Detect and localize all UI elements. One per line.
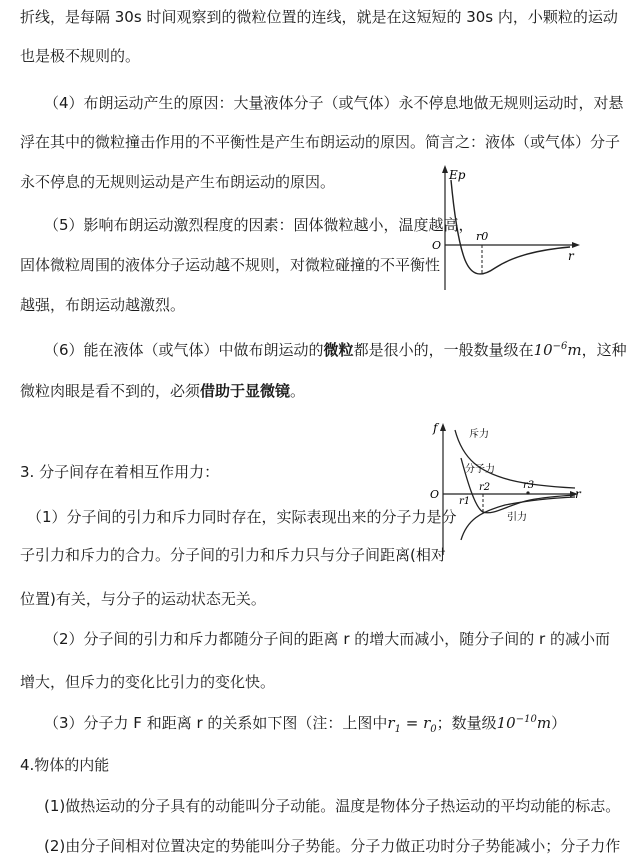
r3-label: r3 xyxy=(523,480,535,491)
text-line: （5）影响布朗运动激烈程度的因素：固体微粒越小，温度越高， xyxy=(44,216,474,234)
text-line: 越强，布朗运动越激烈。 xyxy=(20,296,186,314)
ep-label: Ep xyxy=(449,168,466,182)
text-line: 固体微粒周围的液体分子运动越不规则，对微粒碰撞的不平衡性 xyxy=(20,256,441,274)
potential-energy-figure xyxy=(420,162,585,297)
x-label: r xyxy=(568,249,574,263)
text-line: （6）能在液体（或气体）中做布朗运动的微粒都是很小的，一般数量级在$10^{-6}m$，这种 xyxy=(44,341,627,359)
r0-label: r0 xyxy=(476,230,489,243)
net-force-label: 分子力 xyxy=(465,464,495,475)
text-line: (1)做热运动的分子具有的动能叫分子动能。温度是物体分子热运动的平均动能的标志。 xyxy=(44,797,621,815)
section-heading: 4.物体的内能 xyxy=(20,756,110,774)
r1-label: r1 xyxy=(459,496,471,507)
text-line: （3）分子力 F 和距离 r 的关系如下图（注：上图中$r_1 = r_0$；数量级$10^{-10}m$） xyxy=(44,714,567,735)
ep-curve xyxy=(451,180,570,274)
text-line: 折线，是每隔 30s 时间观察到的微粒位置的连线，就是在这短短的 30s 内，小颗粒的运动 xyxy=(20,8,618,26)
text-line: 也是极不规则的。 xyxy=(20,47,141,65)
section-heading: 3. 分子间存在着相互作用力： xyxy=(20,463,220,481)
text-line: (2)由分子间相对位置决定的势能叫分子势能。分子力做正功时分子势能减小；分子力作 xyxy=(44,837,621,855)
text-line: （2）分子间的引力和斥力都随分子间的距离 r 的增大而减小，随分子间的 r 的减小而 xyxy=(44,630,610,648)
text-line: 子引力和斥力的合力。分子间的引力和斥力只与分子间距离(相对 xyxy=(20,546,446,564)
f-label: f xyxy=(433,421,438,435)
x-label: r xyxy=(575,487,581,501)
text-line: （4）布朗运动产生的原因：大量液体分子（或气体）永不停息地做无规则运动时，对悬 xyxy=(44,94,624,112)
x-arrow xyxy=(572,242,580,248)
text-line: 增大，但斥力的变化比引力的变化快。 xyxy=(20,673,276,691)
r3-point xyxy=(526,491,529,494)
r2-label: r2 xyxy=(479,482,491,493)
repulsion-label: 斥力 xyxy=(469,429,489,440)
y-arrow xyxy=(442,165,448,173)
molecular-force-figure xyxy=(425,420,590,560)
text-line: 浮在其中的微粒撞击作用的不平衡性是产生布朗运动的原因。简言之：液体（或气体）分子 xyxy=(20,133,621,151)
text-line: 微粒肉眼是看不到的，必须借助于显微镜。 xyxy=(20,382,306,400)
origin-label: O xyxy=(430,488,440,501)
text-line: 永不停息的无规则运动是产生布朗运动的原因。 xyxy=(20,173,336,191)
text-line: （1）分子间的引力和斥力同时存在，实际表现出来的分子力是分 xyxy=(27,508,457,526)
y-arrow xyxy=(440,423,446,431)
text-line: 位置)有关，与分子的运动状态无关。 xyxy=(20,590,266,608)
origin-label: O xyxy=(432,239,442,252)
attraction-label: 引力 xyxy=(507,512,527,523)
